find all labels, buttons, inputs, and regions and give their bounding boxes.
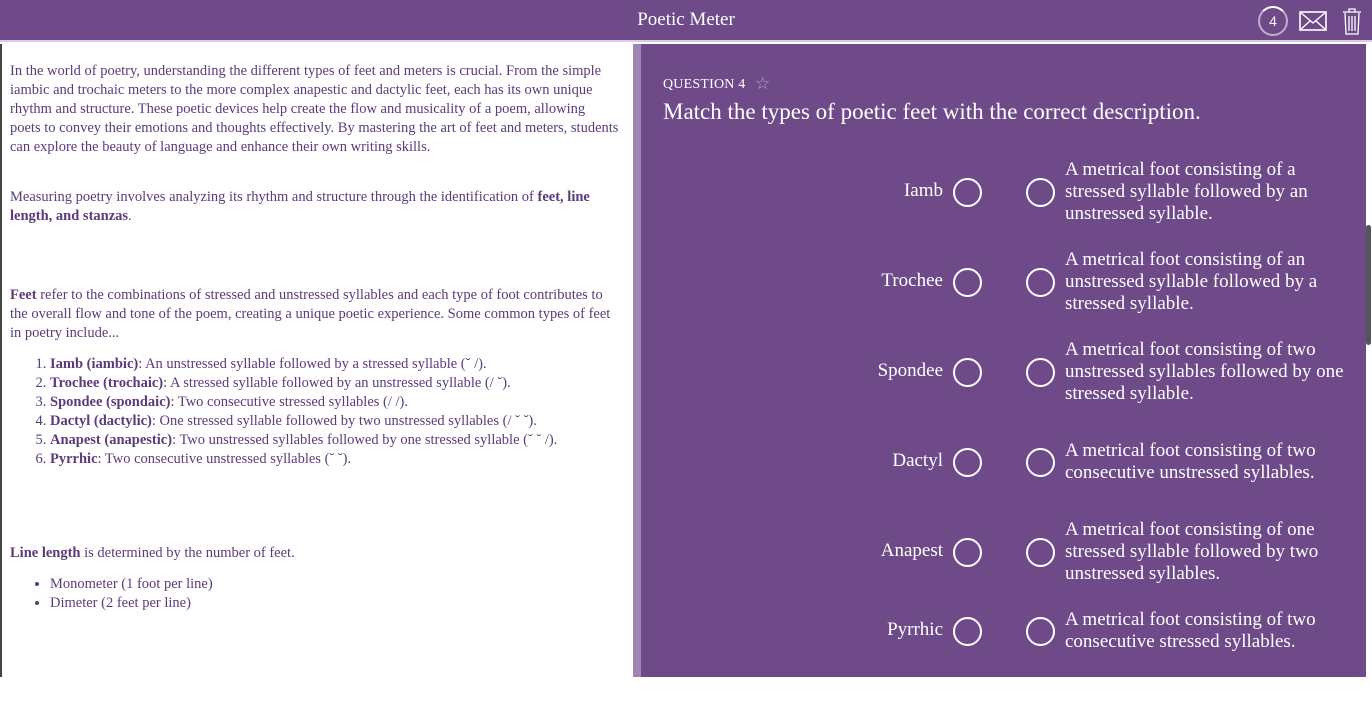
term: Trochee (trochaic) bbox=[50, 375, 164, 391]
definition: : A stressed syllable followed by an unstressed syllable (/ ˘). bbox=[163, 375, 511, 391]
term-radio[interactable] bbox=[953, 358, 982, 387]
feet-list-item bbox=[50, 355, 619, 374]
definition: : Two consecutive unstressed syllables (˘ ˘). bbox=[97, 451, 352, 467]
mail-icon[interactable] bbox=[1299, 11, 1327, 31]
bold-text: Line length bbox=[10, 545, 81, 561]
definition: : An unstressed syllable followed by a stressed syllable (˘ /). bbox=[138, 356, 487, 372]
line-length-list bbox=[10, 575, 619, 613]
term-radio[interactable] bbox=[953, 617, 982, 646]
description-label: A metrical foot consisting of two consecutive unstressed syllables. bbox=[1065, 440, 1316, 483]
term: Iamb (iambic) bbox=[50, 356, 139, 372]
text: . bbox=[128, 208, 132, 224]
term-radio[interactable] bbox=[953, 448, 982, 477]
bold-text: Feet bbox=[10, 287, 37, 303]
feet-list-item bbox=[50, 374, 619, 393]
term-label: Spondee bbox=[877, 360, 943, 381]
term-radio[interactable] bbox=[953, 268, 982, 297]
term-label: Pyrrhic bbox=[887, 619, 943, 640]
line-length-item: • Dimeter (2 feet per line) bbox=[50, 594, 619, 613]
term: Anapest (anapestic) bbox=[50, 432, 173, 448]
feet-list-item bbox=[50, 412, 619, 431]
term-label: Dactyl bbox=[892, 450, 943, 471]
intro-paragraph: In the world of poetry, understanding the different types of feet and meters is crucial. From the simple iambic and trochaic meters to the more complex anapestic and dactylic feet, each has its own unique rhythm and structure. These poetic devices help create the flow and musicality of a poem, allowing poets to convey their emotions and thoughts effectively. By mastering the art of feet and meters, students can explore the beauty of language and enhance their own writing skills. bbox=[10, 63, 619, 155]
description-radio[interactable] bbox=[1026, 358, 1055, 387]
scrollbar-thumb[interactable] bbox=[1366, 225, 1371, 345]
description-radio[interactable] bbox=[1026, 268, 1055, 297]
header-bar bbox=[0, 0, 1372, 42]
line-length-paragraph bbox=[10, 544, 619, 563]
feet-list-item bbox=[50, 393, 619, 412]
feet-list-item bbox=[50, 431, 619, 450]
term-label: Anapest bbox=[880, 540, 943, 561]
question-number: QUESTION 4 bbox=[663, 77, 746, 92]
feet-paragraph bbox=[10, 286, 619, 343]
question-count-badge[interactable]: 4 bbox=[1258, 6, 1288, 36]
measure-paragraph bbox=[10, 188, 619, 226]
definition: : Two consecutive stressed syllables (/ /). bbox=[170, 394, 408, 410]
term: Spondee (spondaic) bbox=[50, 394, 171, 410]
term-radio[interactable] bbox=[953, 538, 982, 567]
description-label: A metrical foot consisting of two consecutive stressed syllables. bbox=[1065, 609, 1316, 652]
panel-divider[interactable] bbox=[633, 44, 641, 677]
description-label: A metrical foot consisting of a stressed syllable followed by an unstressed syllable. bbox=[1065, 159, 1308, 224]
feet-list bbox=[10, 355, 619, 469]
bold-text: feet, line length, and stanzas bbox=[10, 189, 590, 224]
term-label: Iamb bbox=[903, 180, 943, 201]
definition: : Two unstressed syllables followed by one stressed syllable (˘ ˘ /). bbox=[172, 432, 558, 448]
term-label: Trochee bbox=[881, 270, 943, 291]
description-radio[interactable] bbox=[1026, 448, 1055, 477]
term: Dactyl (dactylic) bbox=[50, 413, 152, 429]
definition: : One stressed syllable followed by two unstressed syllables (/ ˘ ˘). bbox=[151, 413, 537, 429]
description-radio[interactable] bbox=[1026, 178, 1055, 207]
description-label: A metrical foot consisting of an unstressed syllable followed by a stressed syllable. bbox=[1065, 249, 1318, 314]
question-panel bbox=[641, 44, 1366, 677]
term: Pyrrhic bbox=[50, 451, 98, 467]
question-text: Match the types of poetic feet with the correct description. bbox=[663, 99, 1201, 124]
description-label: A metrical foot consisting of one stressed syllable followed by two unstressed syllables. bbox=[1065, 519, 1319, 584]
term-radio[interactable] bbox=[953, 178, 982, 207]
description-label: A metrical foot consisting of two unstressed syllables followed by one stressed syllable. bbox=[1065, 339, 1344, 404]
line-length-item: • Monometer (1 foot per line) bbox=[50, 575, 619, 594]
text: is determined by the number of feet. bbox=[80, 545, 295, 561]
description-radio[interactable] bbox=[1026, 538, 1055, 567]
text: Measuring poetry involves analyzing its rhythm and structure through the identification of bbox=[10, 189, 538, 205]
feet-list-item bbox=[50, 450, 619, 469]
page-title: Poetic Meter bbox=[637, 9, 735, 30]
description-radio[interactable] bbox=[1026, 617, 1055, 646]
text: refer to the combinations of stressed and unstressed syllables and each type of foot contributes to the overall flow and tone of the poem, creating a unique poetic experience. Some common types of feet in poetry include... bbox=[10, 287, 611, 341]
trash-icon[interactable] bbox=[1341, 7, 1363, 35]
reading-panel bbox=[0, 44, 633, 677]
scrollbar[interactable] bbox=[1366, 44, 1372, 677]
star-icon[interactable]: ☆ bbox=[755, 74, 771, 93]
